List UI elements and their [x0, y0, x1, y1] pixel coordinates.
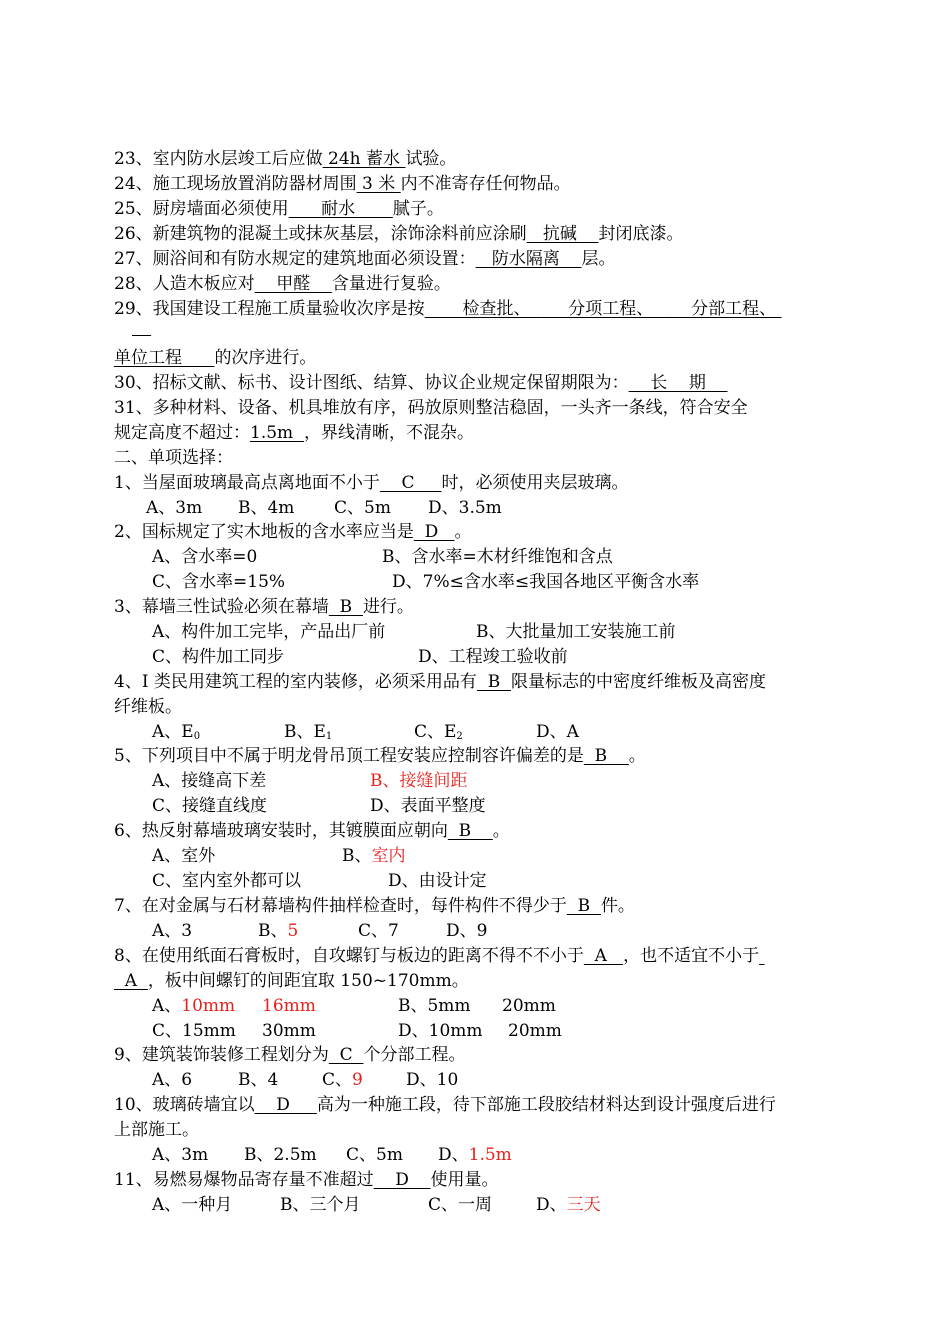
- q1-option-c: C、5m: [334, 498, 391, 518]
- q28-text: 28、人造木板应对: [114, 274, 255, 294]
- q27-text-end: 层。: [581, 249, 616, 269]
- q6-option-b: B、室内: [342, 846, 406, 866]
- question-4-cont: 纤维板。: [114, 697, 182, 717]
- question-31-cont: [114, 421, 474, 445]
- question-6: [114, 819, 510, 843]
- q5-option-d: D、表面平整度: [370, 796, 486, 816]
- q8-text-end: ，板中间螺钉的间距宜取 150~170mm。: [147, 971, 469, 991]
- q7-text: 7、在对金属与石材幕墙构件抽样检查时，每件构件不得少于: [114, 896, 567, 916]
- section-title: 二、单项选择：: [114, 448, 233, 468]
- q8-option-d: D、10mm: [398, 1021, 483, 1041]
- q8-option-b-value-2: 20mm: [502, 996, 556, 1016]
- q29-answer-1: 检查批、: [424, 299, 542, 319]
- question-7: [114, 894, 635, 918]
- q25-text-end: 腻子。: [392, 199, 444, 219]
- q7-option-b: B、5: [258, 921, 299, 941]
- q8-answer-1: A: [583, 946, 624, 966]
- q7-answer: B: [566, 896, 601, 916]
- q9-option-b: B、4: [238, 1070, 279, 1090]
- q10-text: 10、玻璃砖墙宜以: [114, 1095, 255, 1115]
- q9-answer: C: [328, 1045, 364, 1065]
- q11-option-a: A、一种月: [152, 1195, 233, 1215]
- q2-answer: D: [413, 522, 455, 542]
- q4-text: 4、I 类民用建筑工程的室内装修，必须采用品有: [114, 672, 477, 692]
- q31-text: 31、多种材料、设备、机具堆放有序，码放原则整洁稳固，一头齐一条线，符合安全: [114, 398, 748, 418]
- question-31: [114, 396, 748, 420]
- q10-option-d: D、1.5m: [438, 1145, 512, 1165]
- question-1: [114, 471, 628, 495]
- q31-text-2: 规定高度不超过：: [114, 423, 250, 443]
- q11-option-b: B、三个月: [280, 1195, 361, 1215]
- q2-option-c: C、含水率=15%: [152, 572, 286, 592]
- q4-text-end: 限量标志的中密度纤维板及高密度: [511, 672, 767, 692]
- q25-text: 25、厨房墙面必须使用: [114, 199, 289, 219]
- q7-option-c: C、7: [358, 921, 399, 941]
- q8-text: 8、在使用纸面石膏板时，自攻螺钉与板边的距离不得不不小于: [114, 946, 584, 966]
- question-29: [114, 297, 782, 321]
- q9-text: 9、建筑装饰装修工程划分为: [114, 1045, 329, 1065]
- q8-option-a-value-2: 16mm: [262, 996, 316, 1016]
- q1-option-a: A、3m: [146, 498, 203, 518]
- q2-option-a: A、含水率=0: [152, 547, 258, 567]
- q2-option-b: B、含水率=木材纤维饱和含点: [382, 547, 613, 567]
- q6-option-c: C、室内室外都可以: [152, 871, 302, 891]
- q5-answer: B: [583, 746, 629, 766]
- question-9: [114, 1043, 465, 1067]
- q6-option-a: A、室外: [152, 846, 216, 866]
- q5-text-end: 。: [628, 746, 646, 766]
- q8-text-mid: ，也不适宜不小于: [623, 946, 760, 966]
- question-28: [114, 272, 451, 296]
- q11-text-end: 使用量。: [430, 1170, 499, 1190]
- q1-option-b: B、4m: [238, 498, 295, 518]
- q28-answer: 甲醛: [254, 274, 332, 294]
- q8-option-c: C、15mm: [152, 1021, 236, 1041]
- q1-text-end: 时，必须使用夹层玻璃。: [441, 473, 629, 493]
- q9-option-c: C、9: [322, 1070, 363, 1090]
- q30-text: 30、招标文献、标书、设计图纸、结算、协议企业规定保留期限为：: [114, 373, 629, 393]
- q27-answer: 防水隔离: [475, 249, 582, 269]
- q24-text-end: 内不准寄存任何物品。: [400, 174, 571, 194]
- q9-option-d: D、10: [406, 1070, 459, 1090]
- q10-option-a: A、3m: [152, 1145, 209, 1165]
- q8-answer-2-blank: [759, 946, 764, 966]
- q11-text: 11、易燃易爆物品寄存量不准超过: [114, 1170, 374, 1190]
- q31-answer: 1.5m: [250, 423, 304, 443]
- q10-answer: D: [254, 1095, 317, 1115]
- question-26: [114, 222, 683, 246]
- q3-text: 3、幕墙三性试验必须在幕墙: [114, 597, 329, 617]
- q3-option-b: B、大批量加工安装施工前: [476, 622, 676, 642]
- q24-text: 24、施工现场放置消防器材周围: [114, 174, 357, 194]
- question-4: [114, 670, 766, 694]
- q26-text-end: 封闭底漆。: [598, 224, 684, 244]
- q29-blank-tail: [132, 322, 151, 334]
- q8-option-a: A、10mm: [152, 996, 236, 1016]
- question-3: [114, 595, 414, 619]
- question-10: [114, 1093, 776, 1117]
- question-25: [114, 197, 444, 221]
- q23-text: 23、室内防水层竣工后应做: [114, 149, 323, 169]
- question-23: [114, 147, 456, 171]
- q3-option-a: A、构件加工完毕，产品出厂前: [152, 622, 386, 642]
- q7-option-d: D、9: [446, 921, 488, 941]
- q1-option-d: D、3.5m: [428, 498, 502, 518]
- q31-text-end: ，界线清晰，不混杂。: [303, 423, 474, 443]
- q28-text-end: 含量进行复验。: [331, 274, 451, 294]
- q4-option-d: D、A: [536, 722, 579, 742]
- q6-text: 6、热反射幕墙玻璃安装时，其镀膜面应朝向: [114, 821, 448, 841]
- q10-text-end: 高为一种施工段，待下部施工段胶结材料达到设计强度后进行: [316, 1095, 776, 1115]
- q29-text-end: 的次序进行。: [214, 348, 317, 368]
- q1-answer: C: [379, 473, 442, 493]
- q10-option-b: B、2.5m: [244, 1145, 317, 1165]
- q8-answer-2: A: [114, 971, 148, 991]
- q4-option-b: B、$E_1$: [284, 722, 333, 742]
- question-2: [114, 520, 471, 544]
- q3-option-c: C、构件加工同步: [152, 647, 285, 667]
- q2-text-end: 。: [454, 522, 472, 542]
- q27-text: 27、厕浴间和有防水规定的建筑地面必须设置：: [114, 249, 476, 269]
- q11-option-c: C、一周: [428, 1195, 493, 1215]
- q23-answer: 24h 蓄水: [322, 149, 406, 169]
- q4-option-a: A、$E_0$: [152, 722, 201, 742]
- q5-text: 5、下列项目中不属于明龙骨吊顶工程安装应控制容许偏差的是: [114, 746, 584, 766]
- q6-option-d: D、由设计定: [388, 871, 487, 891]
- q29-answer-4: 单位工程: [114, 348, 215, 368]
- q29-answer-2: 分项工程、: [541, 299, 665, 319]
- question-30: [114, 371, 728, 395]
- q29-text: 29、我国建设工程施工质量验收次序是按: [114, 299, 425, 319]
- q7-text-end: 件。: [600, 896, 635, 916]
- q26-answer: 抗碱: [526, 224, 599, 244]
- q2-option-d: D、7%≤含水率≤我国各地区平衡含水率: [392, 572, 700, 592]
- q11-answer: D: [373, 1170, 431, 1190]
- q1-text: 1、当屋面玻璃最高点离地面不小于: [114, 473, 380, 493]
- q11-option-d: D、三天: [536, 1195, 601, 1215]
- q9-text-end: 个分部工程。: [363, 1045, 466, 1065]
- q5-option-b: B、接缝间距: [370, 771, 468, 791]
- question-24: [114, 172, 571, 196]
- q3-text-end: 进行。: [362, 597, 414, 617]
- q9-option-a: A、6: [152, 1070, 193, 1090]
- question-11: [114, 1168, 499, 1192]
- q10-option-c: C、5m: [346, 1145, 403, 1165]
- q23-text-end: 试验。: [405, 149, 457, 169]
- question-5: [114, 744, 646, 768]
- q5-option-a: A、接缝高下差: [152, 771, 267, 791]
- q26-text: 26、新建筑物的混凝土或抹灰基层，涂饰涂料前应涂刷: [114, 224, 527, 244]
- q2-text: 2、国标规定了实木地板的含水率应当是: [114, 522, 414, 542]
- question-10-cont: 上部施工。: [114, 1120, 199, 1140]
- q4-answer: B: [476, 672, 512, 692]
- q25-answer: 耐水: [288, 199, 393, 219]
- q30-answer: 长 期: [628, 373, 728, 393]
- q8-option-d-value-2: 20mm: [508, 1021, 562, 1041]
- q6-answer: B: [447, 821, 493, 841]
- q4-option-c: C、$E_2$: [414, 722, 463, 742]
- question-29-cont: [114, 346, 316, 370]
- q3-option-d: D、工程竣工验收前: [418, 647, 568, 667]
- q29-answer-3: 分部工程、: [664, 299, 782, 319]
- q7-option-a: A、3: [152, 921, 193, 941]
- q8-option-c-value-2: 30mm: [262, 1021, 316, 1041]
- q5-option-c: C、接缝直线度: [152, 796, 268, 816]
- q6-text-end: 。: [492, 821, 510, 841]
- q8-option-b: B、5mm: [398, 996, 471, 1016]
- question-8-cont: [114, 969, 469, 993]
- q24-answer: 3 米: [356, 174, 401, 194]
- q3-answer: B: [328, 597, 363, 617]
- question-8: [114, 944, 765, 968]
- question-27: [114, 247, 615, 271]
